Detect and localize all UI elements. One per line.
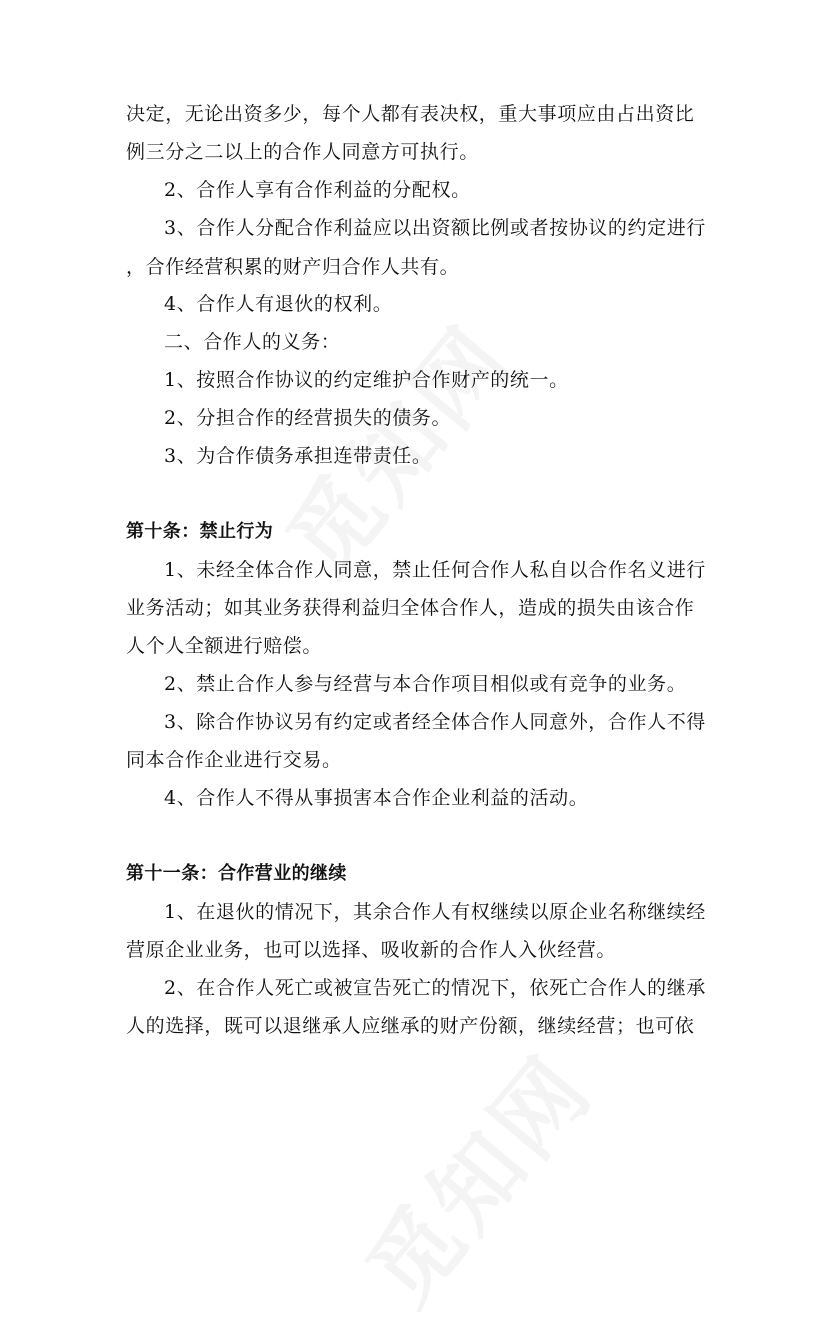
paragraph-line: 2、合作人享有合作利益的分配权。: [164, 179, 471, 201]
paragraph-line: 3、合作人分配合作利益应以出资额比例或者按协议的约定进行: [164, 217, 706, 239]
paragraph-line: 2、分担合作的经营损失的债务。: [164, 407, 452, 429]
paragraph-line: 1、在退伙的情况下，其余合作人有权继续以原企业名称继续经: [164, 901, 706, 923]
section-heading: 第十条：禁止行为: [126, 521, 274, 542]
paragraph-line: 2、禁止合作人参与经营与本合作项目相似或有竞争的业务。: [164, 673, 687, 695]
paragraph-line: 4、合作人有退伙的权利。: [164, 293, 393, 315]
paragraph-line: 1、按照合作协议的约定维护合作财产的统一。: [164, 369, 569, 391]
paragraph-line: 人个人全额进行赔偿。: [126, 635, 323, 657]
paragraph-line: 业务活动；如其业务获得利益归全体合作人，造成的损失由该合作: [126, 597, 695, 619]
paragraph-line: 同本合作企业进行交易。: [126, 749, 342, 771]
paragraph-line: 例三分之二以上的合作人同意方可执行。: [126, 141, 479, 163]
paragraph-line: 1、未经全体合作人同意，禁止任何合作人私自以合作名义进行: [164, 559, 706, 581]
section-heading: 第十一条：合作营业的继续: [126, 863, 347, 884]
paragraph-line: 4、合作人不得从事损害本合作企业利益的活动。: [164, 787, 589, 809]
paragraph-line: 营原企业业务，也可以选择、吸收新的合作人入伙经营。: [126, 939, 617, 961]
paragraph-line: 二、合作人的义务：: [164, 331, 341, 353]
paragraph-line: 2、在合作人死亡或被宣告死亡的情况下，依死亡合作人的继承: [164, 977, 706, 999]
paragraph-line: 人的选择，既可以退继承人应继承的财产份额，继续经营；也可依: [126, 1015, 695, 1037]
paragraph-line: ，合作经营积累的财产归合作人共有。: [126, 256, 460, 278]
paragraph-line: 3、除合作协议另有约定或者经全体合作人同意外，合作人不得: [164, 711, 706, 733]
paragraph-line: 3、为合作债务承担连带责任。: [164, 445, 432, 467]
paragraph-line: 决定，无论出资多少，每个人都有表决权，重大事项应由占出资比: [126, 103, 695, 125]
